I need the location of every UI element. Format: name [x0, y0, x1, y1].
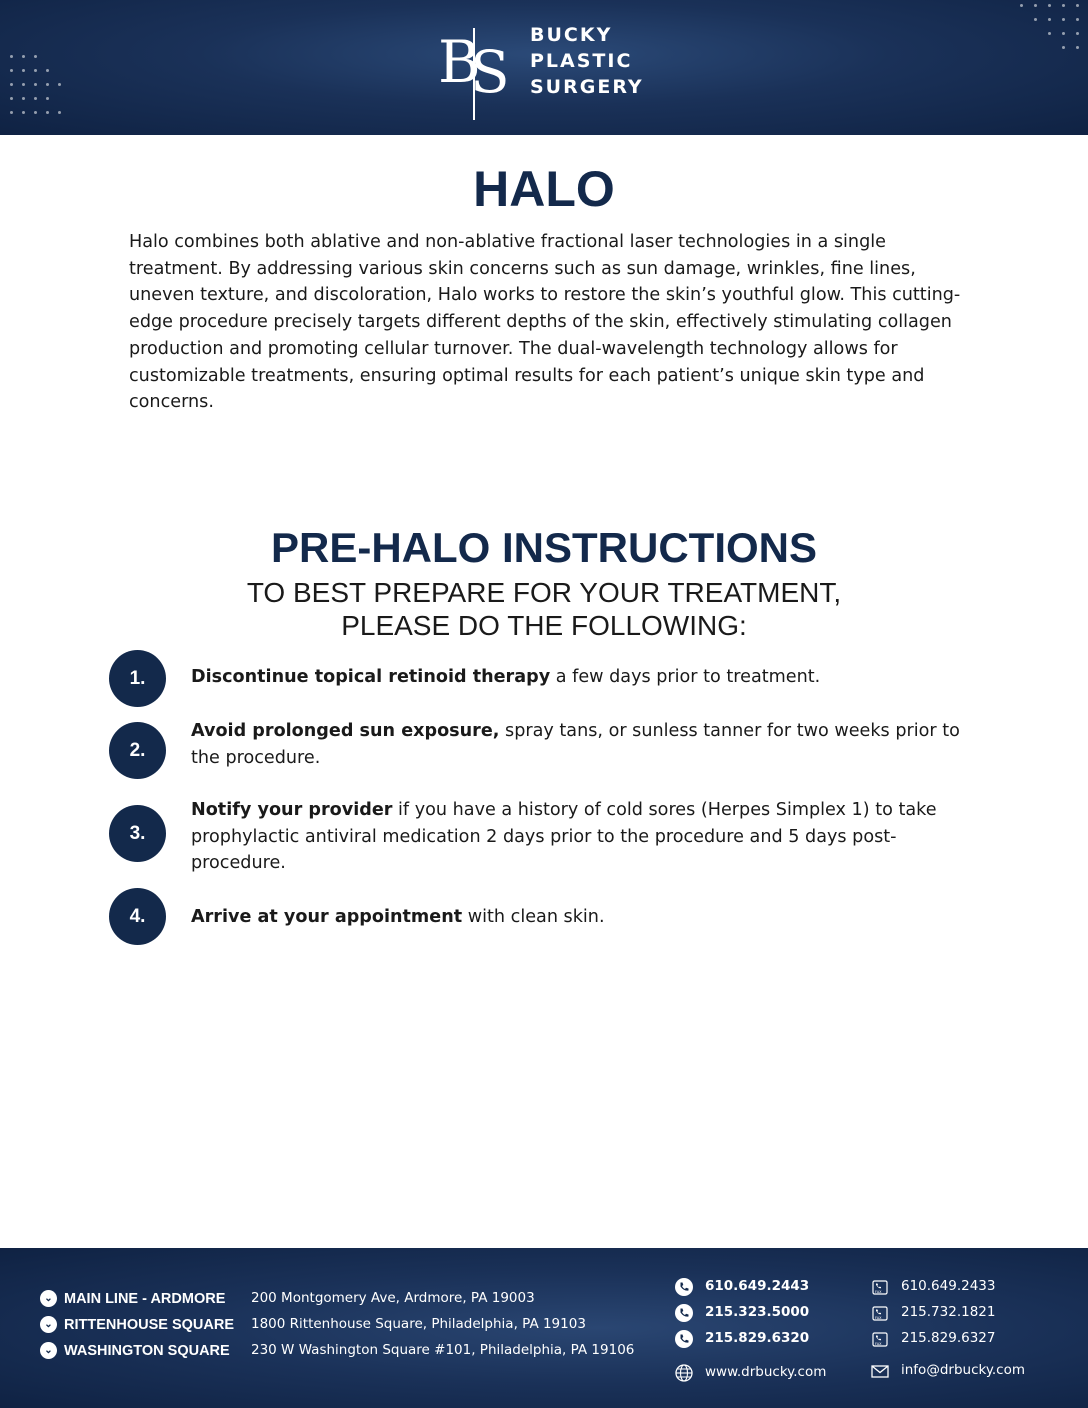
fax-number: 610.649.2433 — [901, 1278, 996, 1294]
phone-icon — [675, 1330, 693, 1348]
instructions-title: PRE-HALO INSTRUCTIONS — [271, 524, 817, 571]
step-number-badge: 2. — [109, 722, 166, 779]
website-link: www.drbucky.com — [705, 1364, 827, 1380]
instruction-step — [109, 722, 969, 782]
step-number-badge: 3. — [109, 805, 166, 862]
step-number-badge: 4. — [109, 888, 166, 945]
location-name: MAIN LINE - ARDMORE — [64, 1291, 226, 1307]
location-name: RITTENHOUSE SQUARE — [64, 1317, 234, 1333]
step-emphasis: Notify your provider — [191, 800, 393, 820]
location-address[interactable]: 1800 Rittenhouse Square, Philadelphia, PA 19103 — [251, 1316, 586, 1332]
location-pin-icon: ⌄ — [40, 1316, 57, 1333]
instruction-step — [109, 800, 969, 885]
location-pin-icon: ⌄ — [40, 1290, 57, 1307]
phone-icon — [675, 1304, 693, 1322]
step-text — [191, 664, 961, 691]
instruction-step — [109, 650, 969, 710]
brand-name-line: BUCKY — [530, 24, 613, 46]
step-detail: if you have a history of cold sores (Herpes Simplex 1) to take prophylactic antiviral medication 2 days prior to the procedure and 5 days post-procedure. — [191, 800, 937, 874]
step-emphasis: Arrive at your appointment — [191, 907, 463, 927]
location-address[interactable]: 200 Montgomery Ave, Ardmore, PA 19003 — [251, 1290, 535, 1306]
brand-name-line: SURGERY — [530, 76, 644, 98]
header-dots-left — [10, 55, 80, 130]
phone-icon — [675, 1278, 693, 1296]
fax-icon — [871, 1304, 889, 1322]
step-detail: with clean skin. — [462, 907, 605, 927]
fax-number: 215.732.1821 — [901, 1304, 996, 1320]
fax-number: 215.829.6327 — [901, 1330, 996, 1346]
email-link: info@drbucky.com — [901, 1362, 1026, 1378]
instructions-subtitle-line: TO BEST PREPARE FOR YOUR TREATMENT, — [246, 577, 842, 608]
step-text — [191, 904, 961, 931]
step-text — [191, 718, 961, 771]
step-text — [191, 797, 961, 877]
fax-icon — [871, 1330, 889, 1348]
location-pin-icon: ⌄ — [40, 1342, 57, 1359]
instructions-subtitle-line: PLEASE DO THE FOLLOWING: — [341, 610, 747, 641]
step-emphasis: Discontinue topical retinoid therapy — [191, 667, 551, 687]
step-emphasis: Avoid prolonged sun exposure, — [191, 721, 500, 741]
footer — [0, 1248, 1088, 1408]
phone-number: 215.323.5000 — [705, 1304, 810, 1320]
step-detail: a few days prior to treatment. — [550, 667, 821, 687]
fax-icon — [871, 1278, 889, 1296]
globe-icon — [675, 1364, 693, 1382]
svg-text:FAX: FAX — [875, 1290, 882, 1294]
instruction-step — [109, 888, 969, 948]
step-number-badge: 1. — [109, 650, 166, 707]
mail-icon — [871, 1362, 889, 1380]
page-title: HALO — [473, 161, 615, 217]
phone-number: 215.829.6320 — [705, 1330, 810, 1346]
intro-paragraph: Halo combines both ablative and non-ablative fractional laser technologies in a single treatment. By addressing various skin concerns such as sun damage, wrinkles, fine lines, uneven texture, and discoloration, Halo works to restore the skin’s youthful glow. This cutting-edge procedure precisely targets different depths of the skin, effectively stimulating collagen production and promoting cellular turnover. The dual-wavelength technology allows for customizable treatments, ensuring optimal results for each patient’s unique skin type and concerns. — [129, 232, 961, 413]
brand-name-line: PLASTIC — [530, 50, 633, 72]
location-address[interactable]: 230 W Washington Square #101, Philadelphia, PA 19106 — [251, 1342, 635, 1358]
svg-text:FAX: FAX — [875, 1316, 882, 1320]
header-dots-right — [1020, 4, 1088, 64]
instructions-subtitle — [0, 576, 1088, 642]
brand-logo[interactable] — [436, 20, 656, 125]
bs-monogram-icon — [436, 20, 516, 125]
location-name: WASHINGTON SQUARE — [64, 1343, 230, 1359]
phone-number: 610.649.2443 — [705, 1278, 810, 1294]
brand-name — [530, 22, 644, 100]
header-banner — [0, 0, 1088, 135]
svg-text:FAX: FAX — [875, 1342, 882, 1346]
svg-text:B: B — [438, 28, 481, 96]
step-detail: spray tans, or sunless tanner for two weeks prior to the procedure. — [191, 721, 960, 768]
svg-text:S: S — [470, 38, 510, 106]
